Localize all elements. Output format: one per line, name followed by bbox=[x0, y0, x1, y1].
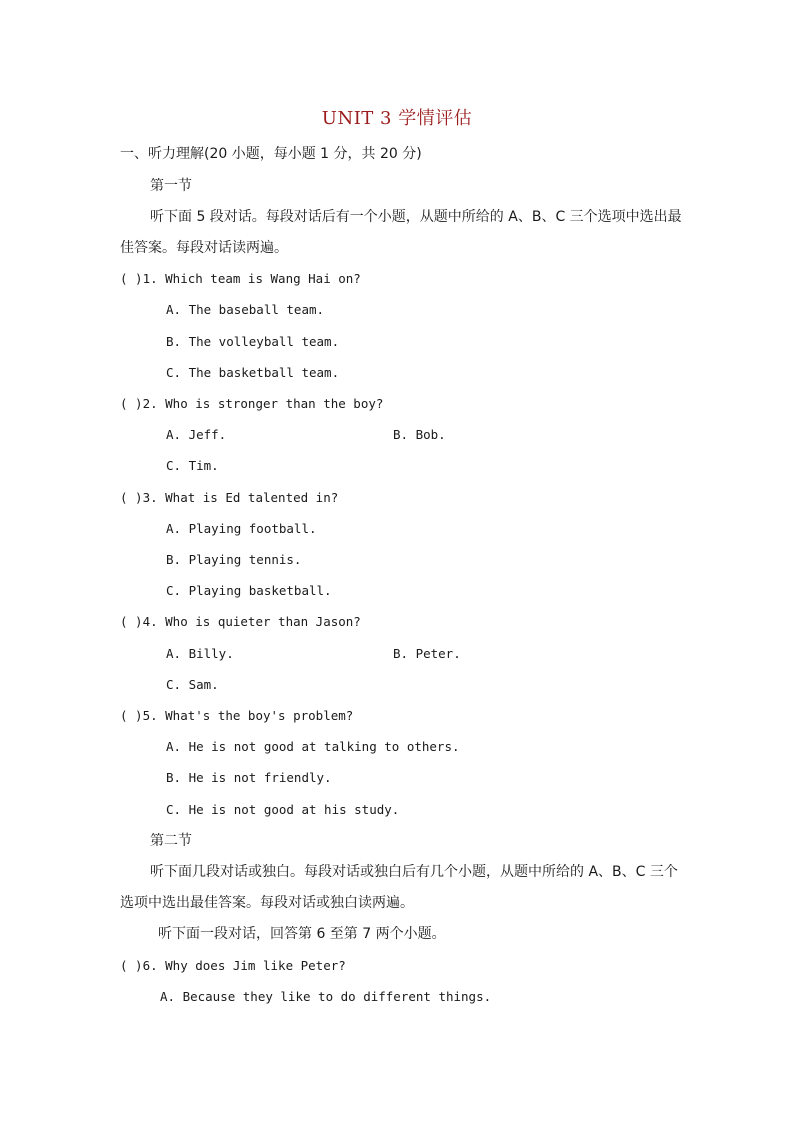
part2-instruction-line1: 听下面几段对话或独白。每段对话或独白后有几个小题，从题中所给的 A、B、C 三个 bbox=[150, 864, 678, 880]
question-4-option-c: C. Sam. bbox=[166, 677, 219, 692]
question-4-option-a: A. Billy. bbox=[166, 646, 234, 661]
question-5-option-b: B. He is not friendly. bbox=[166, 770, 332, 785]
part2-label: 第二节 bbox=[150, 833, 192, 849]
question-3-option-c: C. Playing basketball. bbox=[166, 583, 332, 598]
part2-instruction-line3: 听下面一段对话，回答第 6 至第 7 两个小题。 bbox=[158, 926, 446, 942]
part1-instruction-line1: 听下面 5 段对话。每段对话后有一个小题，从题中所给的 A、B、C 三个选项中选出最 bbox=[150, 209, 682, 225]
question-4-option-b: B. Peter. bbox=[393, 646, 461, 661]
question-2-option-b: B. Bob. bbox=[393, 427, 446, 442]
question-1-stem: ( )1. Which team is Wang Hai on? bbox=[120, 271, 361, 286]
question-2-option-a: A. Jeff. bbox=[166, 427, 227, 442]
page-title: UNIT 3 学情评估 bbox=[321, 108, 473, 129]
question-6-option-a: A. Because they like to do different things. bbox=[160, 989, 492, 1004]
part2-instruction-line2: 选项中选出最佳答案。每段对话或独白读两遍。 bbox=[120, 895, 414, 911]
question-1-option-c: C. The basketball team. bbox=[166, 365, 340, 380]
question-3-option-b: B. Playing tennis. bbox=[166, 552, 302, 567]
question-5-option-c: C. He is not good at his study. bbox=[166, 802, 400, 817]
question-1-option-a: A. The baseball team. bbox=[166, 302, 325, 317]
question-6-stem: ( )6. Why does Jim like Peter? bbox=[120, 958, 346, 973]
part1-label: 第一节 bbox=[150, 178, 192, 194]
question-5-stem: ( )5. What's the boy's problem? bbox=[120, 708, 354, 723]
question-1-option-b: B. The volleyball team. bbox=[166, 334, 340, 349]
question-3-stem: ( )3. What is Ed talented in? bbox=[120, 490, 339, 505]
question-2-stem: ( )2. Who is stronger than the boy? bbox=[120, 396, 384, 411]
part1-instruction-line2: 佳答案。每段对话读两遍。 bbox=[120, 240, 288, 256]
question-3-option-a: A. Playing football. bbox=[166, 521, 317, 536]
section-heading-listening: 一、听力理解(20 小题，每小题 1 分，共 20 分) bbox=[120, 146, 422, 162]
question-5-option-a: A. He is not good at talking to others. bbox=[166, 739, 460, 754]
question-4-stem: ( )4. Who is quieter than Jason? bbox=[120, 614, 361, 629]
question-2-option-c: C. Tim. bbox=[166, 458, 219, 473]
